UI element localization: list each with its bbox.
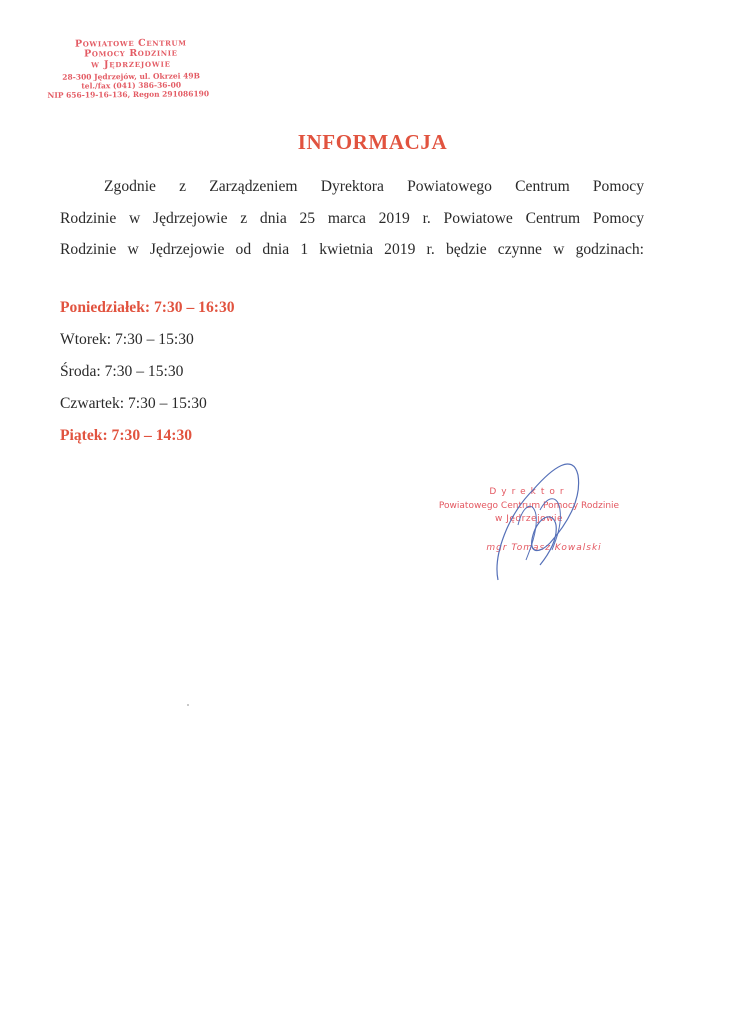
director-location: w Jędrzejowie xyxy=(495,514,563,524)
paragraph-line-1: Zgodnie z Zarządzeniem Dyrektora Powiatowego Centrum Pomocy xyxy=(104,178,644,195)
opening-hours-list xyxy=(60,292,235,452)
hours-row-wednesday: Środa: 7:30 – 15:30 xyxy=(60,363,184,380)
stamp-line-1: Powiatowe Centrum xyxy=(74,37,187,50)
hours-row-monday: Poniedziałek: 7:30 – 16:30 xyxy=(60,299,235,316)
hours-row-thursday: Czwartek: 7:30 – 15:30 xyxy=(60,395,207,412)
institution-stamp xyxy=(46,37,217,100)
director-name: mgr Tomasz Kowalski xyxy=(486,543,602,553)
hours-row-tuesday: Wtorek: 7:30 – 15:30 xyxy=(60,331,194,348)
stamp-phone: tel./fax (041) 386-36-00 xyxy=(81,80,182,91)
stamp-address: 28-300 Jędrzejów, ul. Okrzei 49B xyxy=(62,71,200,82)
director-title: Dyrektor xyxy=(489,487,569,497)
handwritten-signature xyxy=(478,455,588,585)
paragraph-line-2: Rodzinie w Jędrzejowie z dnia 25 marca 2019 r. Powiatowe Centrum Pomocy xyxy=(60,209,644,227)
stamp-ids: NIP 656-19-16-136, Regon 291086190 xyxy=(47,89,210,100)
document-title: INFORMACJA xyxy=(297,130,448,154)
scan-speck xyxy=(187,704,189,706)
stamp-line-3: w Jędrzejowie xyxy=(91,58,171,71)
stamp-line-2: Pomocy Rodzinie xyxy=(84,47,178,60)
paragraph-line-3: Rodzinie w Jędrzejowie od dnia 1 kwietnia 2019 r. będzie czynne w godzinach: xyxy=(60,241,644,258)
announcement-paragraph xyxy=(60,171,644,266)
hours-row-friday: Piątek: 7:30 – 14:30 xyxy=(60,427,193,444)
director-institution: Powiatowego Centrum Pomocy Rodzinie xyxy=(438,501,620,511)
